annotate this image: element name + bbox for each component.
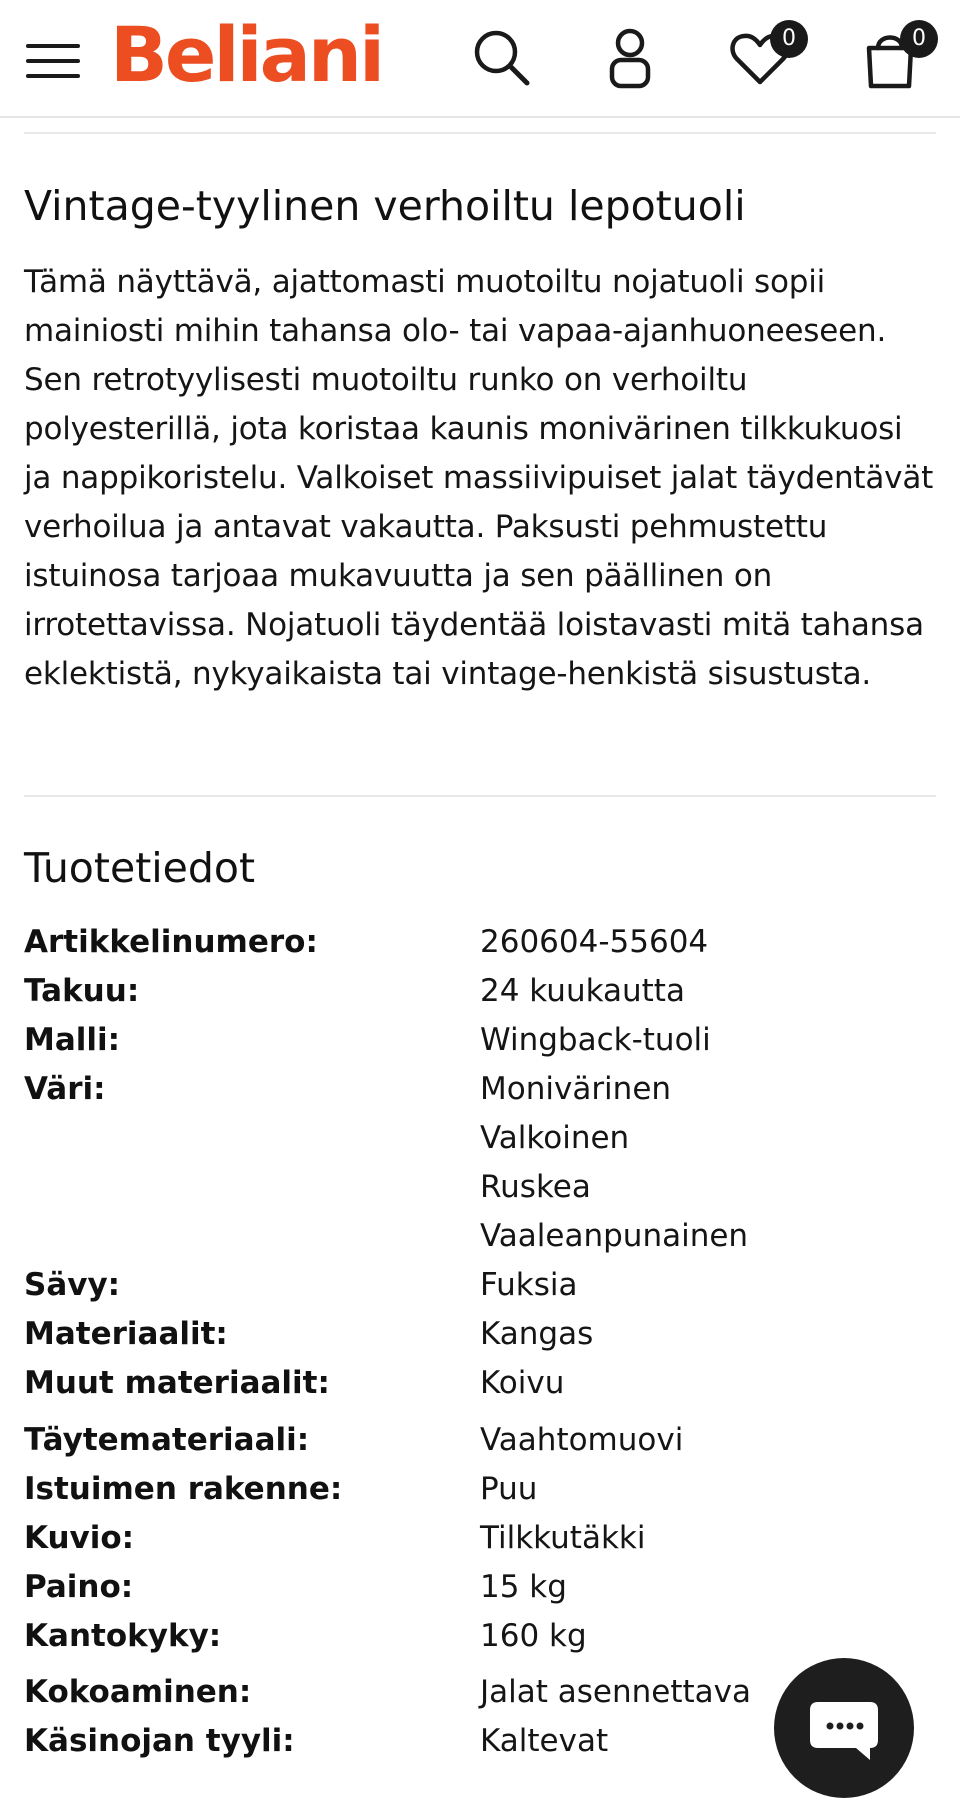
section-divider [24, 795, 936, 797]
spec-row [24, 1016, 936, 1065]
spec-row [24, 1563, 936, 1612]
spec-row [24, 1514, 936, 1563]
spec-value: Kangas [480, 1316, 594, 1352]
spec-label: Väri: [24, 1071, 106, 1107]
product-description-title: Vintage-tyylinen verhoiltu lepotuoli [24, 182, 746, 230]
cart-button[interactable] [858, 26, 926, 90]
spec-value: Vaahtomuovi [480, 1422, 684, 1458]
beliani-logo[interactable]: Beliani [110, 10, 383, 99]
spec-value: 24 kuukautta [480, 973, 685, 1009]
spec-row [24, 1261, 936, 1310]
site-header [0, 0, 960, 118]
spec-label: Malli: [24, 1022, 121, 1058]
spec-row [24, 1310, 936, 1359]
spec-value: Vaaleanpunainen [480, 1218, 749, 1254]
wishlist-count-badge: 0 [770, 20, 808, 58]
spec-value: Wingback-tuoli [480, 1022, 711, 1058]
spec-label: Kuvio: [24, 1520, 135, 1556]
spec-label: Kokoaminen: [24, 1674, 252, 1710]
search-icon[interactable] [470, 26, 534, 90]
hamburger-menu-icon[interactable] [26, 40, 80, 82]
spec-row [24, 967, 936, 1016]
spec-label: Käsinojan tyyli: [24, 1723, 295, 1759]
spec-value: Kaltevat [480, 1723, 609, 1759]
spec-row [24, 1065, 936, 1261]
spec-row [24, 918, 936, 967]
section-divider [24, 132, 936, 134]
spec-label: Paino: [24, 1569, 134, 1605]
spec-row [24, 1465, 936, 1514]
spec-value: 15 kg [480, 1569, 567, 1605]
spec-row [24, 1359, 936, 1408]
spec-row [24, 1612, 936, 1661]
spec-value: 260604-55604 [480, 924, 709, 960]
spec-label: Materiaalit: [24, 1316, 228, 1352]
spec-label: Muut materiaalit: [24, 1365, 330, 1401]
spec-label: Artikkelinumero: [24, 924, 318, 960]
product-description-text: Tämä näyttävä, ajattomasti muotoiltu nojatuoli sopii mainiosti mihin tahansa olo- tai vapaa-ajanhuoneeseen. Sen retrotyylisesti muotoiltu runko on verhoiltu polyesterillä, jota koristaa kaunis monivärinen tilkkukuosi ja nappikoristelu. Valkoiset massiivipuiset jalat täydentävät verhoilua ja antavat vakautta. Paksusti pehmustettu istuinosa tarjoaa mukavuutta ja sen päällinen on irrotettavissa. Nojatuoli täydentää loistavasti mitä tahansa eklektistä, nykyaikaista tai vintage-henkistä sisustusta. [24, 264, 934, 692]
spec-value: Fuksia [480, 1267, 578, 1303]
wishlist-button[interactable] [728, 26, 796, 90]
spec-value: 160 kg [480, 1618, 587, 1654]
spec-row [24, 1416, 936, 1465]
chat-button[interactable] [774, 1658, 914, 1798]
product-details-title: Tuotetiedot [24, 844, 256, 892]
cart-count-badge: 0 [900, 20, 938, 58]
spec-value: Valkoinen [480, 1120, 630, 1156]
spec-value: Ruskea [480, 1169, 591, 1205]
spec-label: Täytemateriaali: [24, 1422, 310, 1458]
spec-label: Istuimen rakenne: [24, 1471, 343, 1507]
spec-value: Monivärinen [480, 1071, 672, 1107]
spec-value: Koivu [480, 1365, 565, 1401]
spec-value: Puu [480, 1471, 538, 1507]
spec-value: Tilkkutäkki [480, 1520, 646, 1556]
user-icon[interactable] [598, 26, 662, 90]
spec-value: Jalat asennettava [480, 1674, 751, 1710]
spec-label: Takuu: [24, 973, 140, 1009]
chat-bubble-icon [774, 1658, 914, 1798]
spec-label: Sävy: [24, 1267, 121, 1303]
spec-label: Kantokyky: [24, 1618, 222, 1654]
